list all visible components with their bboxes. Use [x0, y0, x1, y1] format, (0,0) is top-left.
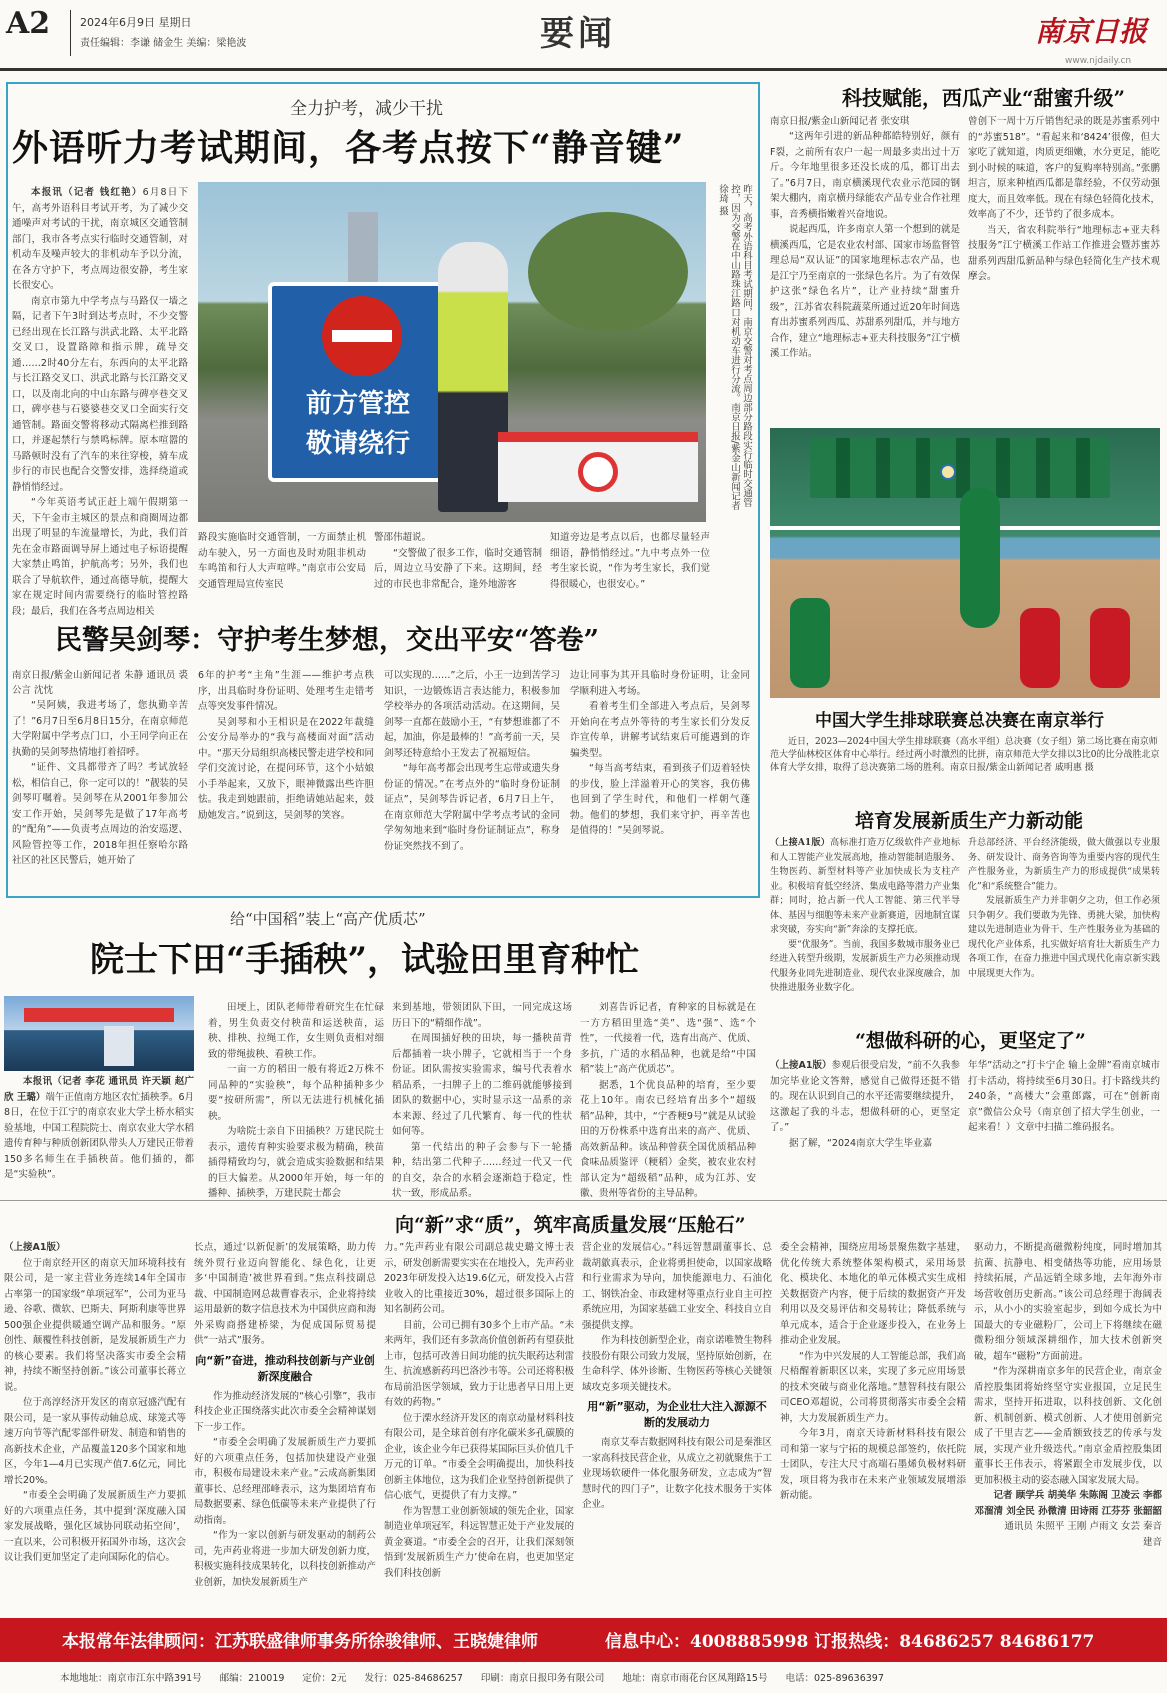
police-body-col2: 6年的护考“主角”生涯——维护考点秩序，出具临时身份证明、处理考生走错考点等突发事件情况。 吴剑琴和小王相识是在2022年裁缝公安分局举办的“我与高楼面对面”活动中。“那天分局组织高楼民警走进学校和同学们交流讨论，在提问环节，这个小姑娘小手举起来，又放下，眼神微露出些许胆怯。我走到她跟前，拒绝请她站起来，鼓励她发言。”说到这，吴剑琴的笑容。	[198, 670, 374, 821]
player-red-2	[1090, 608, 1130, 688]
newforce-body-col2: 升总部经济、平台经济能级，做大做强以专业服务、研发设计、商务咨询等为重要内容的现代生产性服务业，为新质生产力的形成提供“成果转化”和“系统整合”能力。 发展新质生产力并非朝夕之功，但工作必须只争朝夕。我们要敢为先锋、勇挑大梁，加快构建以先进制造业为骨干、生产性服务业为基础的现代化产业体系，扎实做好培育壮大新质生产力各项工作，在奋力推进中国式现代化南京新实践中展现更大作为。	[968, 838, 1160, 979]
no-vehicle-icon	[578, 452, 618, 492]
building-shape-2	[104, 1026, 134, 1066]
watermelon-body-col1: 南京日报/紫金山新闻记者 张安琪 “这两年引进的新品种都皓特别好，颜有F裂，之前所有农户一起一周最多卖出过十万斤。今年地里很多还没长成的瓜，都订出去了。”6月7日，南京横溪现代农业示范园的钢架大棚内，南京横丹绿能农产品专业合作社理事，音秀横指嫩着兴奋地说。 说起西瓜，许多南京人第一个想到的就是横溪西瓜，它是农业农村部、国家市场监督管理总局“双认证”的国家地理标志农产品，也是江宁乃至南京的一张绿色名片。为了有效保护这张“绿色名片”，让产业持续“甜蜜升级”，江苏省农科院蔬菜所通过近20年时间选育出苏蜜系列西瓜、苏甜系列甜瓜，并与地方合作，建立“地理标志+亚夫科技服务”江宁横溪工作站。	[770, 116, 961, 359]
footer-phone: 电话：025-89636397	[785, 1673, 884, 1684]
rice-body-col3: 来到基地，带领团队下田，一同完成这场历日下的“精细作战”。 在周围插好秧的田块，每一播秧苗背后都插着一块小牌子，它就相当于一个身份证。团队需按实验需求，编号代表着水稻品系，一扫牌子上的二维码就能够接到团队的数据中心，实时显示这一品系的亲本来源、经过了几代繁育、每一代的性状如何等。 第一代结出的种子会参与下一轮播种，结出第二代种子……经过一代又一代的自交，杂合的水稻会逐渐趋于稳定，性状一致，形成品系。	[392, 1002, 572, 1199]
footer-postcode: 邮编：210019	[219, 1673, 285, 1684]
issue-date: 2024年6月9日 星期日	[80, 16, 192, 29]
volleyball-icon	[940, 464, 956, 480]
quality-credit: 记者 顾学兵 胡美华 朱陈阁 卫凌云 李都 邓溜清 刘全民 孙微清 田诗雨 江芬芬 张韶韶	[974, 1490, 1162, 1517]
newspaper-logo: 南京日报	[1035, 15, 1148, 48]
section-title: 要闻	[540, 14, 616, 54]
watermelon-headline: 科技赋能，西瓜产业“甜蜜升级”	[842, 86, 1126, 110]
hotline-text: 信息中心：4008885998 订报热线：84686257 84686177	[605, 1632, 1095, 1652]
watermelon-body-col2: 曾创下一周十万斤销售纪录的既是苏蜜系列中的“苏蜜518”。“看起来和‘8424’很像，但大家吃了就知道，肉质更细嫩，水分更足，能吃到小时候的味道，客户的复购率特别高。”张鹏坦言，原来种植西瓜都是靠经验，不仅劳动强度大，而且效率低。现在有绿色轻简化技术，效率高了不少，还节约了很多成本。 当天，省农科院举行“地理标志+亚夫科技服务”江宁横溪工作站工作推进会暨苏蜜苏甜系列西甜瓜新品种与绿色轻简化生产技术观摩会。	[968, 116, 1160, 282]
lead-photo	[198, 182, 706, 522]
quality-credit-2: 通讯员 朱照平 王刚 卢雨文 女芸 秦音 建音	[1004, 1521, 1162, 1548]
website-url[interactable]: www.njdaily.cn	[1065, 56, 1132, 66]
editors-line: 责任编辑：李谦 储金生 美编：梁艳波	[80, 38, 247, 49]
quality-body-col3: 力。”先声药业有限公司副总裁史璐文博士表示，研发创新需要实实在在地投入，先声药业2023年研发投入达19.6亿元，研发投入占营业收入的比重接近30%，超过很多国际上的知名制药公司。 目前，公司已拥有30多个上市产品。“未来两年，我们还有多款高价值创新药有望获批上市，包括可改善日间功能的抗失眠药达利雷生、抗流感新药玛巴洛沙韦等。公司还将积极布局前沿医学领域，致力于让患者早日用上更有效的药物。” 位于溧水经济开发区的南京动量材料科技有限公司，是全球首创有序化碳米多孔碳膜的企业，该企业今年已获得某国际巨头价值几千万元的订单。“市委全会明确提出，加快科技创新主体地位，这为我们企业坚持创新提供了信心底气，更提供了有力支撑。” 作为智慧工业创新领域的领先企业，国家制造业单项冠军，科远智慧正处于产业发展的黄金赛道。“市委全会的召开，让我们深刻领悟到‘发展新质生产力’使命在肩，也更加坚定我们科技创新	[384, 1242, 575, 1579]
rice-body-col4: 刘喜告诉记者，育种家的目标就是在一方方稻田里选“美”、选“强”、选“个性”，一代接着一代，选育出高产、优质、多抗，广适的水稻品种，也就是给“中国稻”装上“高产优质芯”。 据悉，1个优良品种的培育，至少要花上10年。南农已经培育出多个“超级稻”品种，其中，“宁香粳9号”就是从试验田的万份株系中选育出来的高产、优质、高效新品种。该品种曾获全国优质稻品种食味品质鉴评（粳稻）金奖，被农业农村部认定为“超级稻”品种，成为江苏、安徽、贵州等省份的主导品种。	[580, 1002, 756, 1199]
lead-body-col3: 警邵伟超说。 “交警做了很多工作，临时交通管制后，周边立马安静了下来。这期间，经过的市民也非常配合，逢外地游客	[374, 532, 542, 590]
legal-advisor-text: 本报常年法律顾问：江苏联盛律师事务所徐骏律师、王晓婕律师	[62, 1632, 538, 1652]
player-red-1	[1020, 608, 1060, 688]
banner-shape	[24, 1008, 174, 1022]
rice-body-col1: 本报讯（记者 李花 通讯员 许天颖 赵广欣 王璐）端午正值南方地区农忙插秧季。6月8日，在位于江宁的南京农业大学土桥水稻实验基地，中国工程院院士、南京农业大学水稻遗传育种与种质创新团队带头人万建民正带着150多名师生在手插秧苗。他们插的，都是“实验秧”。	[4, 1076, 195, 1180]
lead-body-col4: 知道旁边是考点以后，也都尽量轻声细语，静悄悄经过。”九中考点外一位考生家长说，“作为考生家长，我们觉得很暖心，也很安心。”	[550, 532, 710, 590]
police-headline: 民警吴剑琴：守护考生梦想，交出平安“答卷”	[55, 625, 600, 656]
footer-info	[60, 1670, 1160, 1684]
page-number: A2	[6, 6, 51, 41]
police-body-col1: 南京日报/紫金山新闻记者 朱静 通讯员 裘公言 沈忱 “吴阿姨，我进考场了，您执勤辛苦了！”6月7日至6月8日15分，在南京师范大学附属中学考点门口，小王同学向正在执勤的吴剑琴热情地打着招呼。 “证件、文具都带齐了吗？考试放轻松，相信自己，你一定可以的！”靓装的吴剑琴叮嘱着。吴剑琴在从2001年参加公安工作开始，吴剑琴先是做了17年高考的“配角”——负责考点周边的治安巡逻、风险管控等工作，2018年担任察哈尔路社区的社区民警后，她开始了	[12, 670, 188, 866]
quality-body-col6: 驱动力，不断提高磁微粉纯度，同时增加其抗菌、抗静电、相变储热等功能，应用场景持续拓展，产品远销全球多地，去年海外市场营收创历史新高。”该公司总经理于海阔表示，从小小的实验室起步，到如今成长为中国最大的专业磁粉厂，公司上下将继续在磁微粉细分领域深耕细作，加大技术创新突破，超车“磁粉”方面前进。 “作为深耕南京多年的民营企业，南京金盾控股集团将始终坚守实业报国，立足民生需求，坚持开拓进取，以科技创新、文化创新、机制创新、模式创新、人才使用创新完成了干里吉艺——金盾额致技艺的传承与发展，实现产业升级迭代。”南京金盾控股集团董事长王伟表示，将紧跟全市发展步伐，以更加积极主动的姿态融入国家发展大局。 记者 顾学兵 胡美华 朱陈阁 卫凌云 李都 邓溜清 刘全民 孙微清 田诗雨 江芬芬 张韶韶 通讯员 朱照平 王刚 卢雨文 女芸 秦音 建音	[974, 1240, 1162, 1580]
sign-text-2: 敬请绕行	[305, 429, 410, 459]
rice-inset-photo	[4, 996, 194, 1071]
section-divider	[0, 1200, 1167, 1201]
road-sign	[268, 282, 448, 482]
quality-body-col2: 长点，通过‘以新促新’的发展策略，助力传统外贸行业迈向智能化、绿色化，让更多‘中国制造’被世界看到。”焦点科技副总裁、中国制造网总裁曹睿表示，企业将持续运用最新的数字信息技术为中国供应商和海外采购商搭建桥梁，为促成国际贸易提供“一站式”服务。 向“新”奋进，推动科技创新与产业创新深度融合 作为推动经济发展的“核心引擎”，我市科技企业正围绕落实此次市委全会精神谋划下一步工作。 “市委全会明确了发展新质生产力要抓好的六项重点任务，包括加快建设产业强市，积极布局建设未来产业。”云成高新集团董事长、总经理邵峰表示，这为集团培育布局数据要素、绿色低碳等未来产业提供了行动指南。 “作为一家以创新与研发驱动的制药公司，先声药业将进一步加大研发创新力度，积极实施科技成果转化，以科技创新推动产业创新，加快发展新质生产	[194, 1242, 376, 1588]
quality-subhead-2: 用“新”驱动，为企业壮大注入源源不断的发展动力	[587, 1400, 767, 1429]
newforce-headline: 培育发展新质生产力新动能	[855, 810, 1084, 832]
footer-issue: 发行：025-84686257	[364, 1673, 463, 1684]
quality-headline: 向“新”求“质”，筑牢高质量发展“压舱石”	[395, 1214, 746, 1236]
footer-address: 本地地址：南京市江东中路391号	[60, 1673, 202, 1684]
police-body-col3: 可以实现的……”之后，小王一边到苦学习知识，一边锻炼语言表达能力，积极参加学校举办的各项活动活动。在这期间，吴剑琴一直都在鼓励小王，“有梦想谁都了不起，加油，你是最棒的！”高考前一天，吴剑琴还特意给小王发去了祝福短信。 “每年高考都会出现考生忘带或遗失身份证的情况。”在考点外的“临时身份证制证点”，吴剑琴告诉记者，6月7日上午，在南京师范大学附属中学考点考试的金同学匆匆地来到“临时身份证制证点”，称身份证突然找不到了。	[384, 670, 560, 852]
quality-body-col4: 营企业的发展信心。”科远智慧副董事长、总裁胡歙真表示，企业将勇担使命，以国家战略和行业需求为导向，加快能源电力、石油化工、钢铁冶金、市政建材等重点行业自主可控系统应用，为国家基础工业安全、科技自立自强提供支撑。 作为科技创新型企业，南京诺唯赞生物科技股份有限公司致力发展，坚持原始创新，在生命科学、体外诊断、生物医药等核心关键领域攻克多项关键技术。 用“新”驱动，为企业壮大注入源源不断的发展动力 南京艾奉吉数据网科技有限公司是秦淮区一家高科技民营企业，从成立之初就聚焦于工业现场软硬件一体化服务研发，立志成为“智慧时代的四门子”，让数字化技术服务于实体企业。	[582, 1242, 773, 1510]
rice-kicker: 给“中国稻”装上“高产优质芯”	[230, 910, 426, 928]
lead-kicker: 全力护考，减少干扰	[290, 99, 443, 119]
lead-body-col1: 本报讯（记者 钱红艳）6月8日下午，高考外语科目考试开考，为了减少交通噪声对考试的干扰，南京城区交通管制部门，我市各考点实行临时交通管制，对机动车及噪声较大的非机动车予以分流，在各方守护下，考点周边很安静，考生家长很安心。 南京市第九中学考点与马路仅一墙之隔，记者下午3时到达考点时，不少交警已经出现在长江路与洪武北路、太平北路交叉口，设置路障和指示牌，疏导交通……2时40分左右，东西向的太平北路与长江路交叉口、洪武北路与长江路交叉口，以及南北向的中山东路与碑亭巷交叉口，碑亭巷与石婆婆巷交叉口全面实行交通管制。路面交警将移动式隔离栏推到路口，并逐起禁行与禁鸣标牌。原本喧嚣的马路顿时没有了汽车的来往穿梭，骑车成步行的市民也配合交警安排，选择绕道或静悄悄经过。 “今年英语考试正赶上端午假期第一天，下午金市主城区的景点和商圈周边都出现了明显的车流量增长，为此，我们首先在金市路面调导屏上通过电子标语提醒大家禁止鸣笛，护航高考；另外，我们也联合了导航软件，通过高德导航，提醒大家在规定时间内需要绕行的临时管控路段；最后，我们在各考点周边相关	[12, 187, 188, 617]
team-green	[810, 438, 1110, 498]
no-entry-icon	[322, 296, 402, 376]
lead-body-col2: 路段实施临时交通管制，一方面禁止机动车驶入，另一方面也及时劝阻非机动车鸣笛和行人大声喧哗。”南京市公安局交通管理局宣传室民	[198, 532, 366, 590]
quality-body-col5: 委全会精神，围绕应用场景聚焦数字基建，优化传统大系统整体架构模式，采用场景化、模块化、本地化的单元体模式实生成相关数据资产内容，便于后续的数据资产开发利用以及交易评估和交易转让；降低系统与单元成本，适合于企业逐步投入，在业务上推动企业发展。 “作为中兴发展的人工智能总部，我们高尺梧醒着新职区以来，实现了多元应用场景的技术突破与商业化落地。”慧智科技有限公司CEO邓超说，公司将贯彻落实市委全会精神，大力发展新质生产力。 今年3月，南京天诗新材料科技有限公司和第一家与宁拓的规模总部签约，依托院士团队，专注大尺寸高端石墨烯负极材料研发，项目将为我市在未来产业领域发展增添新动能。	[780, 1242, 966, 1501]
lead-photo-caption: 昨天，高考外语科目考试期间，南京交警对考点周边部分路段实行临时交通管控，因为交警在中山路珠江路口对机动车进行分流。南京日报/紫金山新闻记者 徐琦 摄	[717, 184, 752, 511]
rice-body-col2: 田埂上，团队老师带着研究生在忙碌着，男生负责交付秧苗和运送秧苗，运秧、排秧、拉绳工作，女生则负责相对细致的带绳拔秧、看秧工作。 一亩一方的稻田一般有将近2万株不同品种的“实验秧”，每个品种插种多少要“按研所需”，所以无法进行机械化插秧。 为啥院士亲自下田插秧？万建民院士表示，遗传育种实验要求极为精确，秧苗插得精致均匀，就会造成实验数据和结果的巨大偏差。从2000年开始，每一年的播种、插秧季，万建民院士都会	[208, 1002, 384, 1199]
rice-headline: 院士下田“手插秧”，试验田里育种忙	[90, 940, 640, 980]
research-headline: “想做科研的心，更坚定了”	[855, 1030, 1086, 1052]
footer-price: 定价：2元	[302, 1673, 347, 1684]
lead-byline: 本报讯（记者 钱红艳）	[31, 187, 143, 198]
newforce-body-col1: （上接A1版）高标准打造万亿级软件产业地标和人工智能产业发展高地，推动智能制造服务、生物医药、新型材料等产业加快成长为支柱产业。积极培育低空经济、集成电路等潜力产业集群；同时，抢占新一代人工智能、第三代半导体、基因与细胞等未来产业新赛道，因地制宜谋求突破，夯实向“新”奔涂的支撑托底。 要“优服务”。当前，我国多数城市服务业已经进入转型升级期，发展新质生产力必须推动现代服务业同先进制造业、现代农业深度融合，加快推进服务业数字化。	[770, 838, 960, 993]
player-green-2	[790, 598, 830, 688]
header-divider	[70, 10, 71, 56]
quality-body-col1: （上接A1版） 位于南京经开区的南京天加环境科技有限公司，是一家主营业务连续14年全国市占率第一的国家级“单项冠军”，公司为亚马逊、谷歌、微软、巴斯夫、阿斯利康等世界500强企业提供暖通空调产品和服务。“原创性、颠覆性科技创新，是发展新质生产力的核心要素。我们将坚决落实市委全会精神，持续不断坚持创新。”该公司董事长蒋立说。 位于高淳经济开发区的南京冠盛汽配有限公司，是一家从事传动轴总成、球笼式等速万向节等汽配零部件研发、制造和销售的高新技术企业，产品覆盖120多个国家和地区，今年1—4月已实现产值7.6亿元，同比增长20%。 “市委全会明确了发展新质生产力要抓好的六项重点任务，其中提到‘深度融入国家发展战略，强化区域协同联动拓空间’，一直以来，公司积极开拓国外市场，这次会议让我们更加坚定了走向国际化的信心。	[4, 1242, 186, 1563]
watermelon-byline: 南京日报/紫金山新闻记者 张安琪	[770, 116, 910, 127]
footer-printer-address: 地址：南京市雨花台区凤翔路15号	[622, 1673, 768, 1684]
barrier-shape	[498, 432, 698, 502]
footer-printer: 印刷：南京日报印务有限公司	[480, 1673, 605, 1684]
research-body-col2: 年华”活动之“打卡宁企 输上金牌”看南京城市打卡活动，将持续至6月30日。打卡路线共约240条，“高楼大”会重郎露，可在“创新南京”微信公众号（南京创了招大学生创业，一起来看！）文章中扫描二维码报名。	[968, 1060, 1160, 1133]
tree-shape	[528, 212, 688, 332]
volleyball-photo	[770, 428, 1160, 698]
quality-subhead-1: 向“新”奋进，推动科技创新与产业创新深度融合	[195, 1353, 375, 1383]
header-rule	[0, 68, 1167, 71]
sign-text-1: 前方管控	[305, 389, 410, 419]
police-byline: 南京日报/紫金山新闻记者 朱静 通讯员 裘公言 沈忱	[12, 670, 188, 696]
research-body-col1: （上接A1版）参观后很受启发，“前不久我参加完毕业论文答辩，感觉自己做得还挺不错的。现在认识到自己的水平还需要继续提升，这激起了我的斗志，想做科研的心，更坚定了。” 据了解，“2024南京大学生毕业嘉	[770, 1060, 961, 1149]
volleyball-headline: 中国大学生排球联赛总决赛在南京举行	[815, 711, 1104, 731]
police-body-col4: 边让同事为其开具临时身份证明，让金同学顺利进入考场。 看着考生们全部进入考点后，吴剑琴开始向在考点外等待的考生家长们分发反诈宣传单，讲解考试结束后可能遇到的诈骗类型。 “每当高考结束，看到孩子们迈着轻快的步伐，脸上洋溢着开心的笑容，我仿佛也回到了学生时代，和他们一样朝气蓬勃。他们的梦想，我们来守护，再辛苦也是值得的！”吴剑琴说。	[570, 670, 750, 836]
lead-headline: 外语听力考试期间，各考点按下“静音键”	[12, 127, 685, 169]
volleyball-caption: 近日，2023—2024中国大学生排球联赛（高水平组）总决赛（女子组）第二场比赛在南京师范大学仙林校区体育中心举行。经过两小时激烈的比拼，南京师范大学女排以3比0的比分战胜北京体育大学女排，取得了总决赛第二场的胜利。南京日报/紫金山新闻记者 戚明惠 摄	[770, 737, 1160, 773]
player-jumping	[960, 488, 1000, 628]
